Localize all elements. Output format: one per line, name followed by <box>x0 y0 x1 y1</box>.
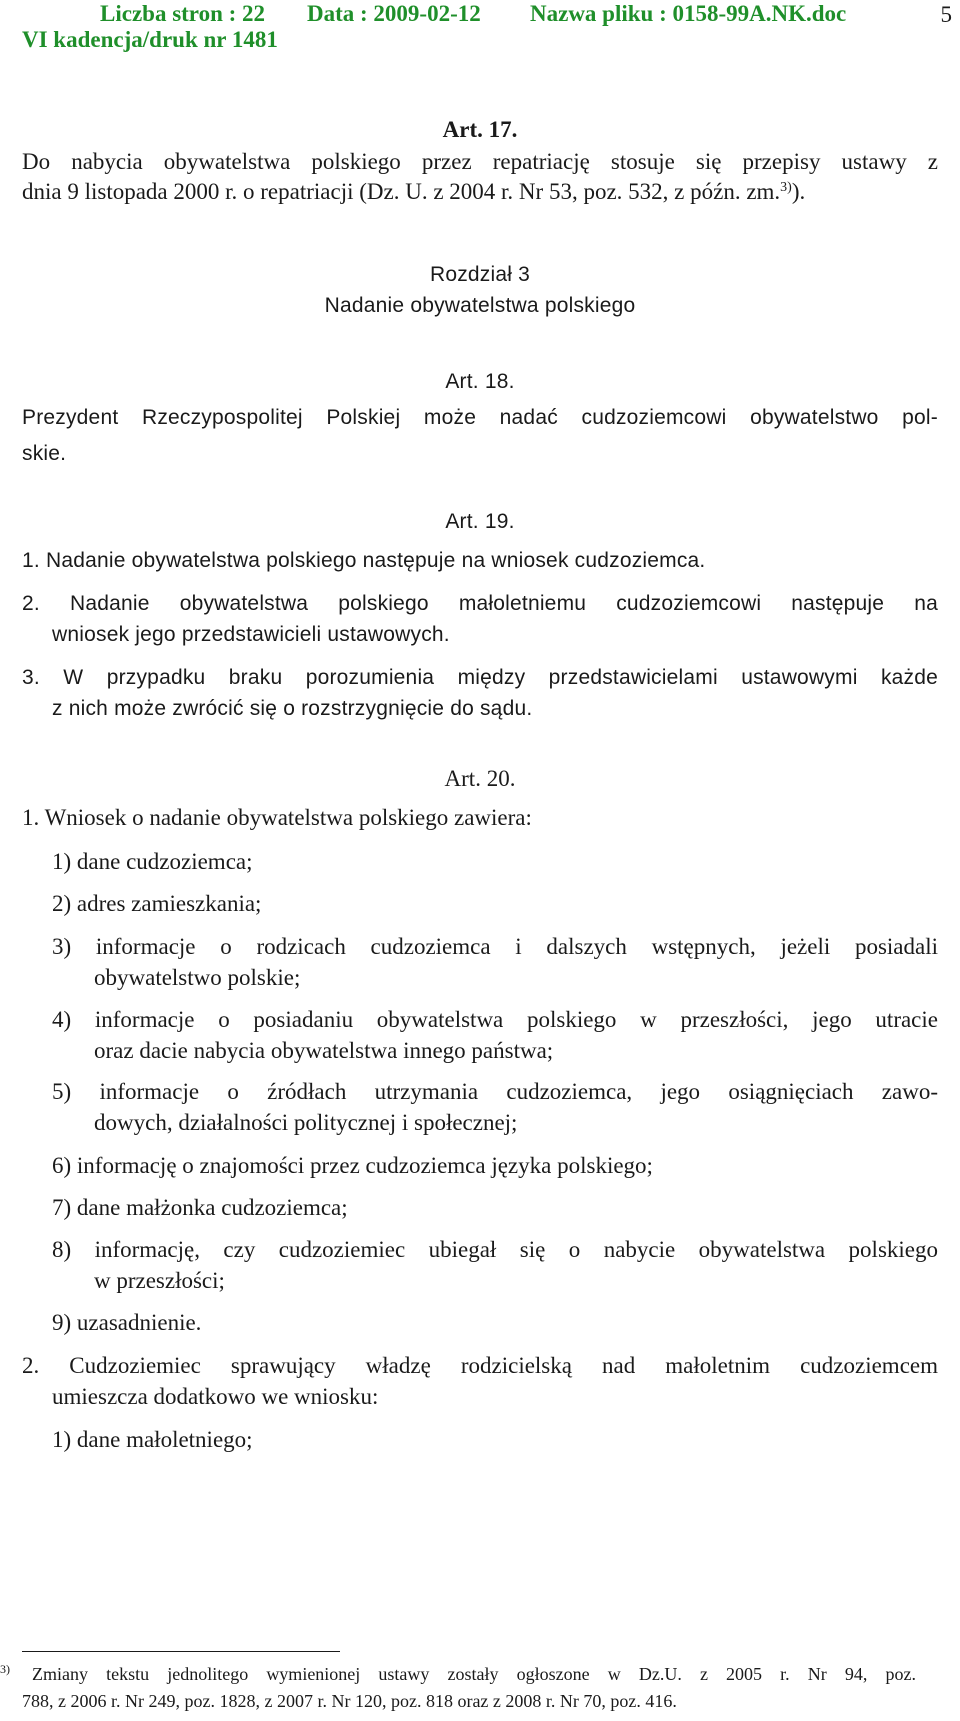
art20-para2-line1: 2. Cudzoziemiec sprawujący władzę rodzicielską nad małoletnim cudzoziemcem <box>22 1353 938 1378</box>
footnote-ref: 3) <box>780 180 792 195</box>
art20-item-5: 5) informacje o źródłach utrzymania cudzoziemca, jego osiągnięciach zawo- <box>52 1079 938 1104</box>
art20-item-4-cont: oraz dacie nabycia obywatelstwa innego państwa; <box>94 1038 554 1063</box>
art20-item-2: 2) adres zamieszkania; <box>52 891 262 916</box>
chapter-title: Rozdział 3 <box>429 263 531 286</box>
art20-item-8: 8) informację, czy cudzoziemiec ubiegał się o nabycie obywatelstwa polskiego <box>52 1237 938 1262</box>
art19-heading: Art. 19. <box>445 510 515 533</box>
art17-line1: Do nabycia obywatelstwa polskiego przez repatriację stosuje się przepisy ustawy z <box>22 149 938 174</box>
art20-item-1: 1) dane cudzoziemca; <box>52 849 253 874</box>
art19-para3-line2: z nich może zwrócić się o rozstrzygnięcie do sądu. <box>52 697 533 720</box>
header-filename: Nazwa pliku : 0158-99A.NK.doc <box>530 1 847 26</box>
art19-para1: 1. Nadanie obywatelstwa polskiego następuje na wniosek cudzoziemca. <box>22 549 706 572</box>
art19-para3-line1: 3. W przypadku braku porozumienia między przedstawicielami ustawowymi każde <box>22 666 938 689</box>
art20-heading: Art. 20. <box>444 766 516 791</box>
header-print-number: VI kadencja/druk nr 1481 <box>22 27 278 52</box>
art17-line2-end: ). <box>791 179 806 204</box>
art20-item-5-cont: dowych, działalności politycznej i społecznej; <box>94 1110 518 1135</box>
art20-item-6: 6) informację o znajomości przez cudzoziemca języka polskiego; <box>52 1153 653 1178</box>
footnote-line2: 788, z 2006 r. Nr 249, poz. 1828, z 2007 r. Nr 120, poz. 818 oraz z 2008 r. Nr 70, poz. 416. <box>22 1691 677 1711</box>
art18-line2: skie. <box>22 442 67 465</box>
art20-para2-item1: 1) dane małoletniego; <box>52 1427 253 1452</box>
art17-heading: Art. 17. <box>442 117 518 142</box>
footnote-separator <box>22 1651 340 1652</box>
art18-heading: Art. 18. <box>445 370 515 393</box>
art17-line2 <box>22 180 805 203</box>
footnote-marker: 3) <box>0 1662 10 1676</box>
art20-para2-line2: umieszcza dodatkowo we wniosku: <box>52 1384 379 1409</box>
page-number: 5 <box>940 2 952 27</box>
art19-para2-line2: wniosek jego przedstawicieli ustawowych. <box>52 623 450 646</box>
art17-line2-text: dnia 9 listopada 2000 r. o repatriacji (Dz. U. z 2004 r. Nr 53, poz. 532, z późn. zm. <box>22 179 781 204</box>
header-date: Data : 2009-02-12 <box>307 1 481 26</box>
art20-item-7: 7) dane małżonka cudzoziemca; <box>52 1195 348 1220</box>
header-page-count: Liczba stron : 22 <box>100 1 266 26</box>
art20-item-3-cont: obywatelstwo polskie; <box>94 965 301 990</box>
footnote-text-line1: Zmiany tekstu jednolitego wymienionej ustawy zostały ogłoszone w Dz.U. z 2005 r. Nr 94, poz. <box>32 1664 916 1684</box>
art20-item-4: 4) informacje o posiadaniu obywatelstwa polskiego w przeszłości, jego utracie <box>52 1007 938 1032</box>
art20-item-8-cont: w przeszłości; <box>94 1268 225 1293</box>
chapter-subtitle: Nadanie obywatelstwa polskiego <box>324 294 636 317</box>
art20-item-9: 9) uzasadnienie. <box>52 1310 202 1335</box>
art19-para2-line1: 2. Nadanie obywatelstwa polskiego małoletniemu cudzoziemcowi następuje na <box>22 592 938 615</box>
art20-para1: 1. Wniosek o nadanie obywatelstwa polskiego zawiera: <box>22 805 532 830</box>
art18-line1: Prezydent Rzeczypospolitej Polskiej może nadać cudzoziemcowi obywatelstwo pol- <box>22 406 938 429</box>
footnote-line1 <box>0 1662 916 1684</box>
art20-item-3: 3) informacje o rodzicach cudzoziemca i dalszych wstępnych, jeżeli posiadali <box>52 934 938 959</box>
